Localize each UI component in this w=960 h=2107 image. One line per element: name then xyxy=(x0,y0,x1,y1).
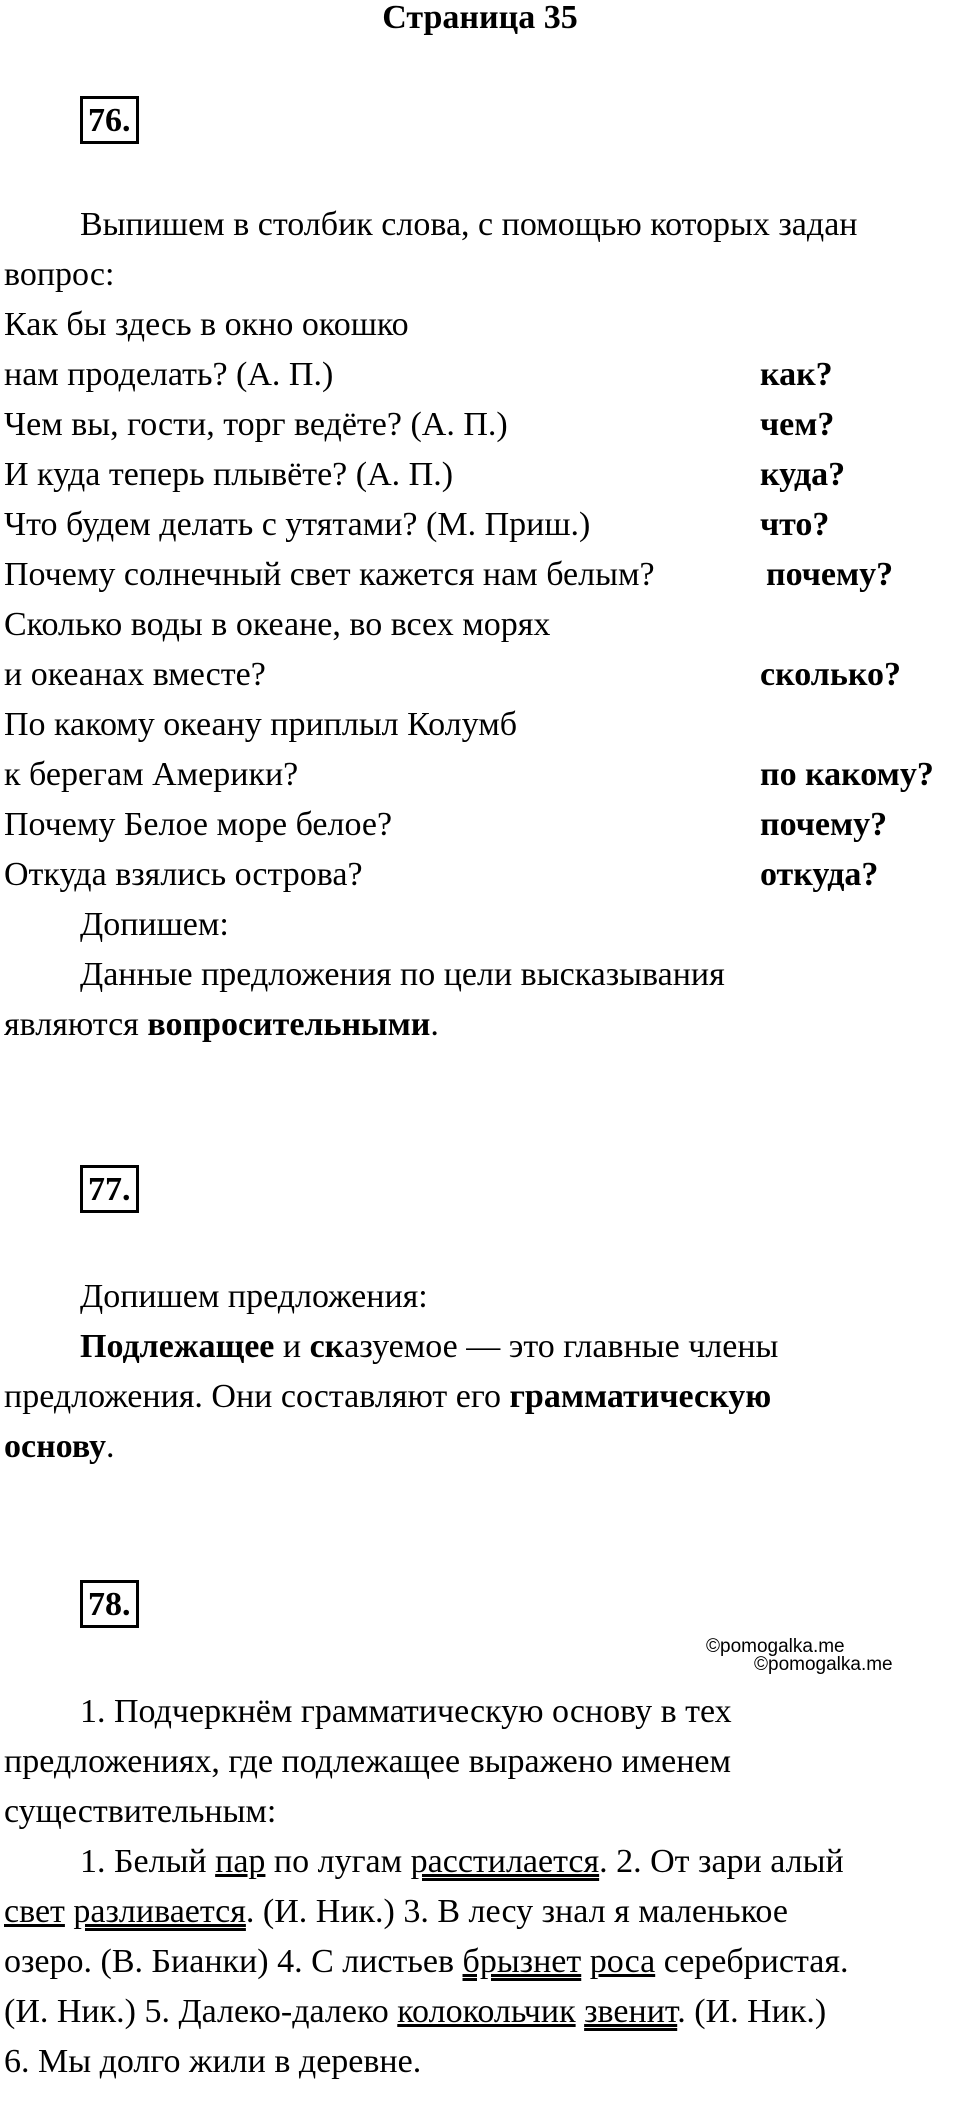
task-number-76: 76. xyxy=(80,96,139,144)
task76-intro: Выпишем в столбик слова, с помощью которых задан xyxy=(80,206,858,243)
question-line: Почему солнечный свет кажется нам белым? xyxy=(4,556,655,593)
task76-conclusion-cont xyxy=(4,1005,439,1045)
question-line: и океанах вместе? xyxy=(4,656,266,693)
question-line: Чем вы, гости, торг ведёте? (А. П.) xyxy=(4,406,508,443)
predicate: расстилается xyxy=(410,1843,600,1880)
question-line: Откуда взялись острова? xyxy=(4,856,363,893)
subject: колокольчик xyxy=(397,1993,576,2030)
text: . xyxy=(106,1428,115,1465)
question-word: что? xyxy=(760,506,830,543)
term-bold: основу xyxy=(4,1428,107,1465)
task-number-77: 77. xyxy=(80,1165,139,1213)
task77-intro: Допишем предложения: xyxy=(80,1278,428,1315)
text: и xyxy=(274,1328,310,1365)
question-line: нам проделать? (А. П.) xyxy=(4,356,334,393)
task77-line-1 xyxy=(80,1327,778,1367)
task76-intro-cont: вопрос: xyxy=(4,256,115,293)
text: предложения. Они составляют его xyxy=(4,1378,510,1415)
question-word: по какому? xyxy=(760,756,934,793)
question-line: Почему Белое море белое? xyxy=(4,806,393,843)
task77-line-2 xyxy=(4,1377,771,1417)
question-word: почему? xyxy=(766,556,894,593)
task-number-78: 78. xyxy=(80,1580,139,1628)
question-line: По какому океану приплыл Колумб xyxy=(4,706,518,743)
task76-conclusion: Данные предложения по цели высказывания xyxy=(80,956,725,993)
text: (И. Ник.) 5. Далеко-далеко xyxy=(4,1993,398,2030)
question-line: Что будем делать с утятами? (М. Приш.) xyxy=(4,506,591,543)
question-word: как? xyxy=(760,356,833,393)
text: . xyxy=(430,1006,439,1043)
task78-text-line: 6. Мы долго жили в деревне. xyxy=(4,2043,422,2080)
text: по лугам xyxy=(265,1843,411,1880)
question-word: почему? xyxy=(760,806,888,843)
question-word: сколько? xyxy=(760,656,901,693)
text: 1. Белый xyxy=(80,1843,216,1880)
text: . 2. От зари алый xyxy=(599,1843,844,1880)
text: . (И. Ник.) xyxy=(677,1993,827,2030)
task78-intro: 1. Подчеркнём грамматическую основу в тех xyxy=(80,1693,732,1730)
task76-add-label: Допишем: xyxy=(80,906,229,943)
watermark: ©pomogalka.me xyxy=(754,1654,893,1675)
question-line: Сколько воды в океане, во всех морях xyxy=(4,606,551,643)
term-bold: ск xyxy=(309,1328,345,1365)
text: являются xyxy=(4,1006,148,1043)
watermark: ©pomogalka.me xyxy=(706,1636,845,1657)
answer-bold: вопросительными xyxy=(147,1006,431,1043)
page-title: Страница 35 xyxy=(382,0,578,36)
task78-text-line xyxy=(80,1842,844,1882)
question-word: куда? xyxy=(760,456,846,493)
task78-intro-cont: предложениях, где подлежащее выражено именем xyxy=(4,1743,731,1780)
question-word: откуда? xyxy=(760,856,879,893)
text: . (И. Ник.) 3. В лесу знал я маленькое xyxy=(245,1893,788,1930)
predicate: звенит xyxy=(584,1993,678,2030)
subject: роса xyxy=(589,1943,656,1980)
question-line: И куда теперь плывёте? (А. П.) xyxy=(4,456,454,493)
question-line: к берегам Америки? xyxy=(4,756,299,793)
task78-text-line xyxy=(4,1942,848,1982)
text xyxy=(576,1993,585,2030)
task77-line-3 xyxy=(4,1427,115,1467)
task78-text-line xyxy=(4,1992,826,2032)
predicate: брызнет xyxy=(462,1943,582,1980)
question-line: Как бы здесь в окно окошко xyxy=(4,306,409,343)
subject: пар xyxy=(215,1843,266,1880)
question-word: чем? xyxy=(760,406,835,443)
task78-intro-cont: существительным: xyxy=(4,1793,277,1830)
text xyxy=(581,1943,590,1980)
task78-text-line xyxy=(4,1892,788,1932)
term-bold: грамматическую xyxy=(509,1378,772,1415)
predicate: разливается xyxy=(73,1893,246,1930)
text: озеро. (В. Бианки) 4. С листьев xyxy=(4,1943,463,1980)
term-bold: Подлежащее xyxy=(80,1328,275,1365)
text: азуемое — это главные члены xyxy=(344,1328,779,1365)
subject: свет xyxy=(4,1893,65,1930)
text: серебристая. xyxy=(655,1943,849,1980)
